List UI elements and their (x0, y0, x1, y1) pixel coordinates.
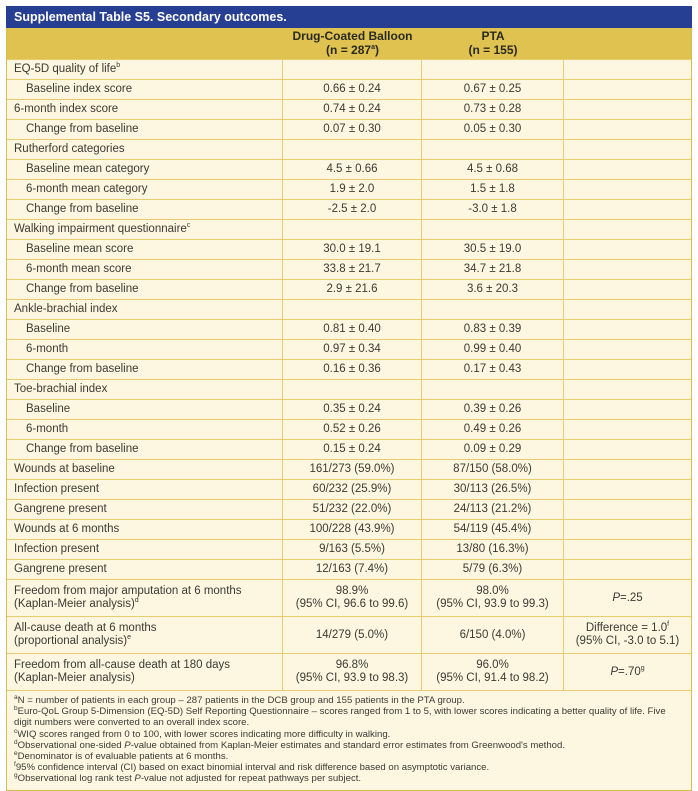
dcb-value-cell (283, 60, 422, 79)
dcb-value-cell (283, 220, 422, 239)
pvalue-cell (564, 100, 691, 119)
pta-value-cell: 0.49 ± 0.26 (422, 420, 564, 439)
pvalue-cell (564, 60, 691, 79)
table-row (7, 180, 691, 200)
table-row (7, 240, 691, 260)
table-row (7, 60, 691, 80)
pvalue-cell (564, 80, 691, 99)
footnote: $^c$WIQ scores ranged from 0 to 100, with lower scores indicating more difficulty in walking. (14, 727, 391, 740)
pvalue-cell (564, 440, 691, 459)
pvalue-cell: P=.25 (612, 591, 643, 604)
column-header-row (7, 28, 691, 60)
row-label: 6-month index score (7, 100, 283, 119)
footnote: $^e$Denominator is of evaluable patients at 6 months. (14, 749, 229, 763)
dcb-value-cell: 0.07 ± 0.30 (283, 120, 422, 139)
row-label: Rutherford categories (7, 140, 283, 159)
dcb-value-cell: 33.8 ± 21.7 (283, 260, 422, 279)
pvalue-cell (564, 280, 691, 299)
pta-value-cell: -3.0 ± 1.8 (422, 200, 564, 219)
row-label: 6-month (7, 420, 283, 439)
pvalue-cell (564, 120, 691, 139)
pvalue-cell (564, 160, 691, 179)
dcb-value-cell: 0.52 ± 0.26 (283, 420, 422, 439)
pta-value-cell: 0.73 ± 0.28 (422, 100, 564, 119)
dcb-value-cell: 12/163 (7.4%) (283, 560, 422, 579)
pta-value-cell: 1.5 ± 1.8 (422, 180, 564, 199)
dcb-value-cell: 2.9 ± 21.6 (283, 280, 422, 299)
dcb-value-cell: 0.15 ± 0.24 (283, 440, 422, 459)
row-label: EQ-5D quality of life$^b$ (7, 60, 283, 79)
dcb-value-cell (283, 300, 422, 319)
row-label: Change from baseline (7, 280, 283, 299)
pvalue-cell (564, 560, 691, 579)
pta-value-cell (422, 380, 564, 399)
footnotes-block (7, 691, 691, 790)
dcb-column-header: Drug-Coated Balloon $(n = 287^a)$ (292, 29, 413, 57)
pvalue-cell (564, 140, 691, 159)
pvalue-cell (564, 320, 691, 339)
pvalue-cell (564, 340, 691, 359)
row-label: Infection present (7, 540, 283, 559)
table-row (7, 160, 691, 180)
dcb-value-cell: -2.5 ± 2.0 (283, 200, 422, 219)
pvalue-cell (564, 240, 691, 259)
table-row (7, 580, 691, 617)
table-row (7, 617, 691, 654)
pvalue-cell (564, 540, 691, 559)
dcb-value-cell: 161/273 (59.0%) (283, 460, 422, 479)
pvalue-column-header (564, 28, 691, 59)
row-label: Freedom from major amputation at 6 months (Kaplan-Meier analysis)$^d$ (7, 580, 283, 616)
pta-value-cell: 0.67 ± 0.25 (422, 80, 564, 99)
pta-value-cell: 30/113 (26.5%) (422, 480, 564, 499)
pvalue-cell (564, 260, 691, 279)
dcb-value-cell: 0.35 ± 0.24 (283, 400, 422, 419)
pvalue-cell: Difference = 1.0$^f$ (95% CI, -3.0 to 5.1) (575, 621, 680, 647)
pta-value-cell (422, 60, 564, 79)
dcb-value-cell: 96.8% (95% CI, 93.9 to 98.3) (283, 654, 422, 690)
pvalue-cell (564, 520, 691, 539)
table-row (7, 80, 691, 100)
table-row (7, 340, 691, 360)
pta-value-cell: 98.0% (95% CI, 93.9 to 99.3) (422, 580, 564, 616)
supplemental-table (6, 6, 692, 791)
table-row (7, 200, 691, 220)
pvalue-cell (564, 380, 691, 399)
pta-value-cell: 87/150 (58.0%) (422, 460, 564, 479)
table-body (7, 60, 691, 691)
table-row (7, 460, 691, 480)
table-row (7, 654, 691, 691)
pta-value-cell: 0.17 ± 0.43 (422, 360, 564, 379)
row-label: Ankle-brachial index (7, 300, 283, 319)
pta-value-cell: 0.05 ± 0.30 (422, 120, 564, 139)
pvalue-cell (564, 360, 691, 379)
pta-value-cell: 34.7 ± 21.8 (422, 260, 564, 279)
pta-value-cell: 4.5 ± 0.68 (422, 160, 564, 179)
pvalue-cell (564, 480, 691, 499)
pta-value-cell: 54/119 (45.4%) (422, 520, 564, 539)
dcb-value-cell: 60/232 (25.9%) (283, 480, 422, 499)
row-label: Change from baseline (7, 360, 283, 379)
dcb-value-cell: 30.0 ± 19.1 (283, 240, 422, 259)
pta-value-cell: 24/113 (21.2%) (422, 500, 564, 519)
table-row (7, 360, 691, 380)
dcb-value-cell: 9/163 (5.5%) (283, 540, 422, 559)
table-row (7, 560, 691, 580)
pvalue-cell (564, 220, 691, 239)
table-row (7, 100, 691, 120)
table-row (7, 140, 691, 160)
row-label: Gangrene present (7, 500, 283, 519)
pvalue-cell (564, 460, 691, 479)
row-label: Toe-brachial index (7, 380, 283, 399)
table-row (7, 520, 691, 540)
footnote: $^g$Observational log rank test P-value not adjusted for repeat pathways per subject. (14, 772, 362, 785)
pta-value-cell: 13/80 (16.3%) (422, 540, 564, 559)
dcb-value-cell: 100/228 (43.9%) (283, 520, 422, 539)
row-label: Wounds at baseline (7, 460, 283, 479)
pta-value-cell: 6/150 (4.0%) (422, 617, 564, 653)
footnote: $^a$N = number of patients in each group – 287 patients in the DCB group and 155 patients in the PTA group. (14, 693, 465, 706)
pta-value-cell: 30.5 ± 19.0 (422, 240, 564, 259)
pta-value-cell: 96.0% (95% CI, 91.4 to 98.2) (422, 654, 564, 690)
pta-value-cell: 3.6 ± 20.3 (422, 280, 564, 299)
row-label: Freedom from all-cause death at 180 days (Kaplan-Meier analysis) (7, 654, 283, 690)
dcb-value-cell: 0.16 ± 0.36 (283, 360, 422, 379)
row-label: All-cause death at 6 months (proportional analysis)$^e$ (7, 617, 283, 653)
table-row (7, 220, 691, 240)
dcb-value-cell: 51/232 (22.0%) (283, 500, 422, 519)
pvalue-cell (564, 200, 691, 219)
row-label: 6-month (7, 340, 283, 359)
pta-value-cell: 0.09 ± 0.29 (422, 440, 564, 459)
pta-value-cell (422, 140, 564, 159)
pta-value-cell: 0.83 ± 0.39 (422, 320, 564, 339)
table-row (7, 380, 691, 400)
row-label: Infection present (7, 480, 283, 499)
row-label: 6-month mean category (7, 180, 283, 199)
table-title: Supplemental Table S5. Secondary outcomes. (6, 6, 692, 28)
table-row (7, 260, 691, 280)
table-row (7, 120, 691, 140)
row-label: Baseline (7, 320, 283, 339)
row-label: Baseline index score (7, 80, 283, 99)
dcb-value-cell: 0.74 ± 0.24 (283, 100, 422, 119)
pvalue-cell (564, 180, 691, 199)
pta-column-header: PTA (n = 155) (468, 29, 518, 57)
footnote: $^d$Observational one-sided P-value obtained from Kaplan-Meier estimates and standard error estimates from Greenwood's method. (14, 738, 565, 751)
row-label: Baseline (7, 400, 283, 419)
dcb-value-cell (283, 140, 422, 159)
dcb-value-cell: 0.97 ± 0.34 (283, 340, 422, 359)
dcb-value-cell (283, 380, 422, 399)
table-row (7, 300, 691, 320)
table-row (7, 280, 691, 300)
pta-value-cell: 0.99 ± 0.40 (422, 340, 564, 359)
pvalue-cell (564, 420, 691, 439)
footnote: $^f$95% confidence interval (CI) based on exact binomial interval and risk difference based on asymptotic variance. (14, 761, 490, 774)
row-label: Gangrene present (7, 560, 283, 579)
table-row (7, 500, 691, 520)
pvalue-cell (564, 300, 691, 319)
pta-value-cell: 0.39 ± 0.26 (422, 400, 564, 419)
pta-value-cell (422, 300, 564, 319)
row-label: 6-month mean score (7, 260, 283, 279)
dcb-value-cell: 98.9% (95% CI, 96.6 to 99.6) (283, 580, 422, 616)
row-label: Baseline mean category (7, 160, 283, 179)
pta-value-cell (422, 220, 564, 239)
dcb-value-cell: 0.66 ± 0.24 (283, 80, 422, 99)
dcb-value-cell: 0.81 ± 0.40 (283, 320, 422, 339)
pvalue-cell (564, 400, 691, 419)
pvalue-cell: P=.70$^g$ (610, 664, 645, 678)
table-row (7, 440, 691, 460)
label-column-header (7, 28, 283, 59)
row-label: Change from baseline (7, 120, 283, 139)
dcb-value-cell: 4.5 ± 0.66 (283, 160, 422, 179)
dcb-value-cell: 1.9 ± 2.0 (283, 180, 422, 199)
table-row (7, 420, 691, 440)
row-label: Change from baseline (7, 440, 283, 459)
dcb-value-cell: 14/279 (5.0%) (283, 617, 422, 653)
pta-value-cell: 5/79 (6.3%) (422, 560, 564, 579)
table-row (7, 320, 691, 340)
table-row (7, 400, 691, 420)
table-row (7, 480, 691, 500)
row-label: Wounds at 6 months (7, 520, 283, 539)
pvalue-cell (564, 500, 691, 519)
row-label: Walking impairment questionnaire$^c$ (7, 220, 283, 239)
row-label: Baseline mean score (7, 240, 283, 259)
footnote: $^b$Euro-QoL Group 5-Dimension (EQ-5D) Self Reporting Questionnaire – scores ranged from 1 to 5, with lower scores indicating a better quality of life. Five digit numbers were converted to an overall index score. (14, 705, 666, 729)
table-row (7, 540, 691, 560)
row-label: Change from baseline (7, 200, 283, 219)
